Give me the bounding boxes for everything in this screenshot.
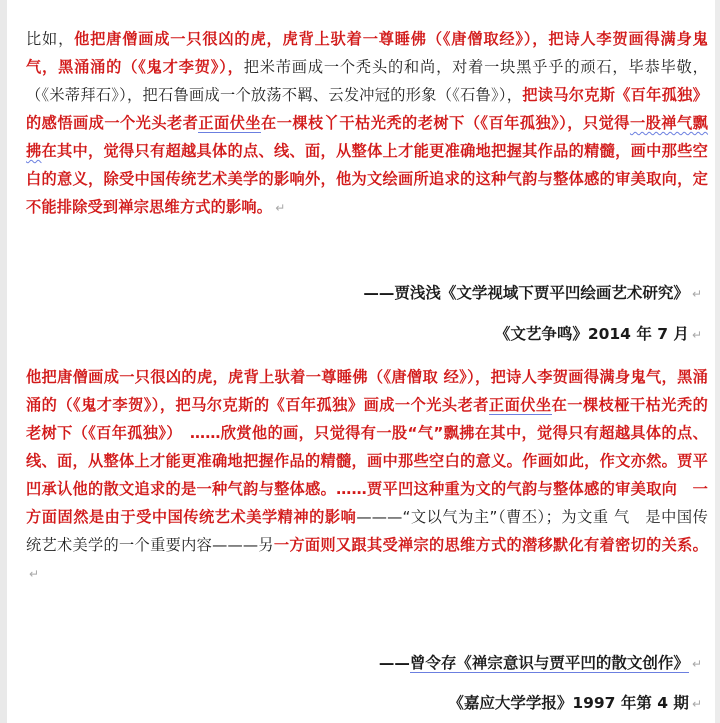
paragraph-mark-icon: ↵ — [29, 567, 40, 581]
p1-highlight-4: 在其中，觉得只有超越具体的点、线、面，从整体上才能更准确地把握其作品的精髓，画中那些空白的意义，除受中国传统艺术美学的影响外，他为文绘画所追求的这种气韵与整体感的审美取向，定不能排除受到禅宗思维方式的影响。 — [26, 142, 709, 216]
paragraph-mark-icon: ↵ — [275, 201, 286, 215]
paragraph-2 — [26, 363, 708, 588]
paragraph-mark-icon: ↵ — [691, 697, 702, 711]
p2-highlight-2: 在一棵枝桠干枯光秃的老树下（《百年孤独》） ……欣赏他的画，只觉得有一股“气”飘拂在其中，觉得只有超越具体的点、线、面，从整体上才能更准确地把握作品的精髓，画中那些空白的意义。作画如此，作文亦然。贾平凹承认他的散文追求的是一种气韵与整体感。……贾平凹这种重为文的气韵与整体感的审美取向 一方面固然是由于受中国传统艺术美学精神的影响 — [26, 396, 709, 526]
journal-1 — [495, 323, 702, 346]
citation-1 — [363, 282, 702, 305]
p1-wavy-phrase: 一股禅气飘拂 — [26, 114, 709, 160]
paragraph-mark-icon: ↵ — [691, 328, 702, 342]
p1-highlight-1: 他把唐僧画成一只很凶的虎，虎背上驮着一尊睡佛（《唐僧取经》），把诗人李贺画得满身鬼气，黑涌涌的（《鬼才李贺》）， — [26, 30, 708, 76]
citation-2 — [379, 652, 702, 675]
p1-underlined-phrase: 正面伏坐 — [198, 114, 262, 132]
p1-highlight-2: 把读马尔克斯《百年孤独》的感悟画成一个光头老者 — [26, 86, 708, 132]
paragraph-1 — [26, 25, 708, 222]
paragraph-mark-icon: ↵ — [691, 657, 702, 671]
journal-1-text: 《文艺争鸣》2014 年 7 月 — [494, 325, 689, 343]
p2-highlight-3: 一方面则又跟其受禅宗的思维方式的潜移默化有着密切的关系。 — [273, 536, 708, 554]
p2-highlight-1: 他把唐僧画成一只很凶的虎，虎背上驮着一尊睡佛（《唐僧取 经》），把诗人李贺画得满身鬼气，黑涌涌的（《鬼才李贺》），把马尔克斯的《百年孤独》画成一个光头老者 — [26, 368, 708, 414]
citation-1-dash: —— — [363, 284, 395, 302]
citation-1-text: 贾浅浅《文学视域下贾平凹绘画艺术研究》 — [394, 284, 689, 302]
citation-2-text: 曾令存《禅宗意识与贾平凹的散文创作》 — [409, 654, 689, 672]
citation-2-dash: —— — [378, 654, 410, 672]
page-left-edge — [0, 0, 7, 723]
journal-2 — [448, 692, 702, 715]
p2-underlined-phrase: 正面伏坐 — [488, 396, 552, 414]
p2-plain: ———“文以气为主”（曹丕）；为文重 气 是中国传统艺术美学的一个重要内容———另 — [26, 508, 708, 554]
page-right-edge — [715, 0, 720, 723]
p1-plain: 把米芾画成一个秃头的和尚，对着一块黑乎乎的顽石，毕恭毕敬，（《米蒂拜石》），把石鲁画成一个放荡不羁、云发冲冠的形象（《石鲁》）， — [26, 58, 708, 104]
paragraph-mark-icon: ↵ — [691, 287, 702, 301]
journal-2-text: 《嘉应大学学报》1997 年第 4 期 — [448, 694, 689, 712]
p1-highlight-3: 在一棵枝丫干枯光秃的老树下（《百年孤独》），只觉得 — [261, 114, 630, 132]
p1-intro: 比如， — [26, 30, 75, 48]
